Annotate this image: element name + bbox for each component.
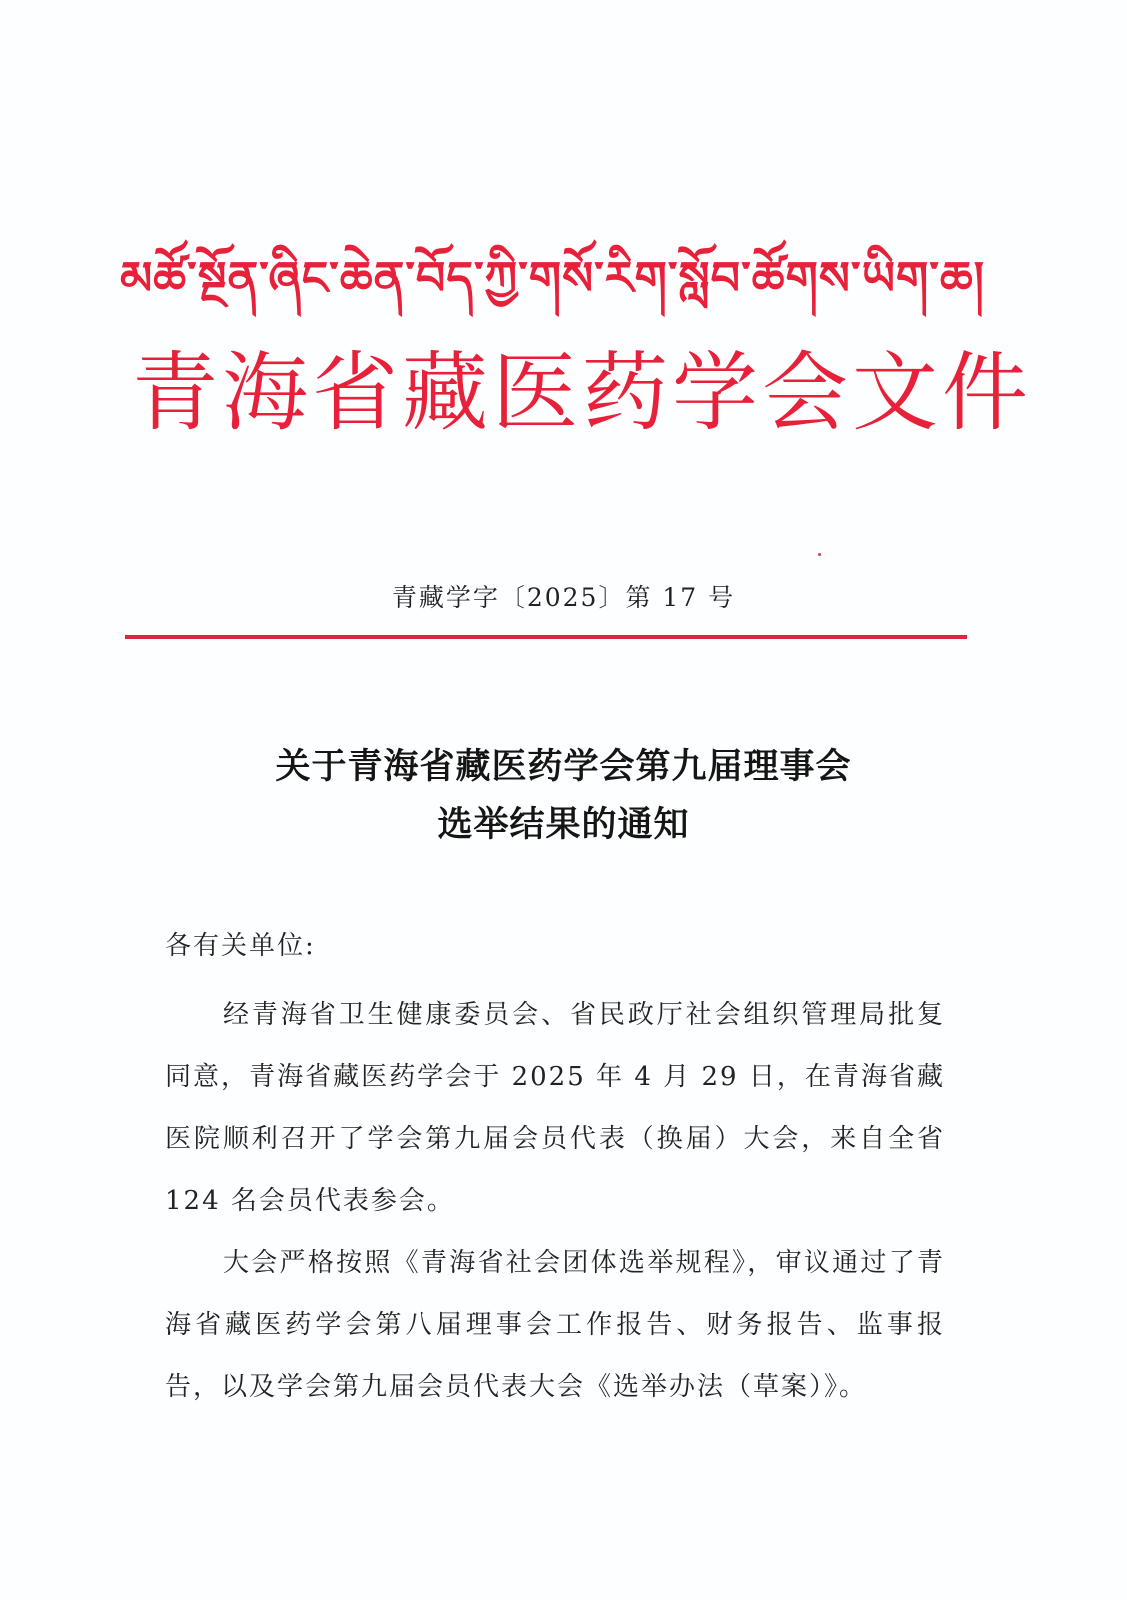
document-title-line-1: 关于青海省藏医药学会第九届理事会 bbox=[275, 746, 852, 787]
paragraph: 大会严格按照《青海省社会团体选举规程》，审议通过了青海省藏医药学会第八届理事会工作报告、财务报告、监事报告，以及学会第九届会员代表大会《选举办法（草案）》。 bbox=[165, 1248, 945, 1402]
body-text bbox=[165, 984, 945, 1418]
document-title bbox=[0, 738, 1127, 854]
document-title-line-2: 选举结果的通知 bbox=[437, 804, 690, 845]
org-document-title: 青海省藏医药学会文件 bbox=[132, 343, 1032, 443]
document-number: 青藏学字〔2025〕第 17 号 bbox=[391, 583, 736, 612]
salutation: 各有关单位: bbox=[165, 931, 316, 961]
scan-speck bbox=[818, 553, 821, 556]
tibetan-org-header: མཚོ་སྔོན་ཞིང་ཆེན་བོད་ཀྱི་གསོ་རིག་སློབ་ཚོགས་ཡིག་ཆ། bbox=[120, 251, 985, 305]
red-divider-line bbox=[125, 635, 967, 639]
paragraph: 经青海省卫生健康委员会、省民政厅社会组织管理局批复同意，青海省藏医药学会于 2025 年 4 月 29 日，在青海省藏医院顺利召开了学会第九届会员代表（换届）大会，来自全省 124 名会员代表参会。 bbox=[165, 1000, 945, 1216]
